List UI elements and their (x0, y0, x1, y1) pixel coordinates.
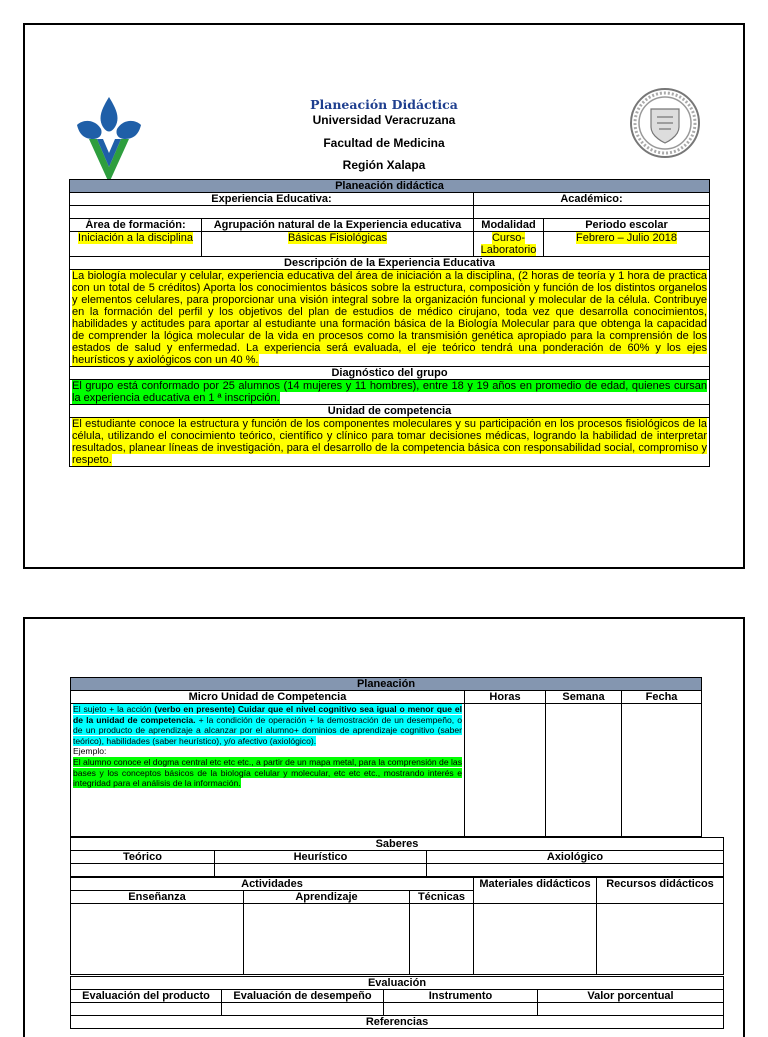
section-bar-planeacion: Planeación (71, 678, 702, 691)
descripcion-text: La biología molecular y celular, experiencia educativa del área de iniciación a la disciplina, (2 horas de teoría y 1 hora de practica con un total de 5 créditos) Aporta los conocimientos básicos sobre la estructura, composición y función de los distintos organelos y elementos celulares, para proporcionar una visión integral sobre la organización funcional y molecular de la célula. Contribuye en la formación del perfil y los objetivos del plan de estudios de médico cirujano, toda vez que desarrolla conocimientos, habilidades y actitudes para aportar al estudiante una formación básica de la Biología Molecular para que obtenga la capacidad de comprender la lógica molecular de la vida en procesos como la transmisión genética apropiado para la comprensión de los estados de salud y enfermedad. La experiencia será evaluada, el eje teórico tendrá una ponderación de 60% y los ejes heurísticos y axiológicos con un 40 %. (72, 270, 707, 366)
recursos-value (597, 904, 724, 975)
ejemplo-label: Ejemplo: (73, 746, 107, 757)
tecnicas-label: Técnicas (410, 891, 474, 904)
university-seal-icon (629, 87, 701, 159)
referencias-label: Referencias (71, 1016, 724, 1029)
evaluacion-label: Evaluación (71, 977, 724, 990)
materiales-label: Materiales didácticos (474, 878, 597, 904)
micro-text-1: El sujeto + la acción (73, 704, 155, 714)
agrupacion-natural-label: Agrupación natural de la Experiencia educativa (202, 219, 474, 232)
fecha-label: Fecha (622, 691, 702, 704)
experiencia-educativa-value (70, 206, 474, 219)
valor-porcentual-value (538, 1003, 724, 1016)
semana-value (546, 704, 622, 837)
periodo-escolar-label: Periodo escolar (544, 219, 710, 232)
saberes-label: Saberes (71, 838, 724, 851)
eval-desempeno-label: Evaluación de desempeño (222, 990, 384, 1003)
periodo-escolar-value: Febrero – Julio 2018 (576, 232, 677, 244)
evaluacion-table (70, 976, 724, 1029)
instrumento-label: Instrumento (384, 990, 538, 1003)
valor-porcentual-label: Valor porcentual (538, 990, 724, 1003)
micro-unidad-content (71, 704, 465, 837)
eval-producto-value (71, 1003, 222, 1016)
diagnostico-text: El grupo está conformado por 25 alumnos (14 mujeres y 11 hombres), entre 18 y 19 años en promedio de edad, quienes cursan la experiencia educativa en 1 ª inscripción. (72, 380, 707, 404)
descripcion-label: Descripción de la Experiencia Educativa (70, 257, 710, 270)
section-bar-planeacion-didactica: Planeación didáctica (70, 180, 710, 193)
ejemplo-text: El alumno conoce el dogma central etc etc etc., a partir de un mapa metal, para la comprensión de las bases y los conceptos básicos de la biología celular y molecular, etc etc etc., mostrando interés e integridad para el análisis de la información. (73, 756, 462, 789)
experiencia-educativa-label: Experiencia Educativa: (70, 193, 474, 206)
micro-text-bold: (verbo en presente) Cuidar que el nivel cognitivo sea igual o menor que el de la unidad de competencia. (73, 704, 463, 725)
saberes-table (70, 837, 724, 877)
aprendizaje-label: Aprendizaje (244, 891, 410, 904)
area-formacion-label: Área de formación: (70, 219, 202, 232)
academico-label: Académico: (474, 193, 710, 206)
faculty-name: Facultad de Medicina (323, 136, 445, 150)
planeacion-table (70, 677, 702, 837)
actividades-table (70, 877, 724, 975)
planeacion-didactica-table (69, 179, 710, 467)
diagnostico-label: Diagnóstico del grupo (70, 367, 710, 380)
area-formacion-value: Iniciación a la disciplina (78, 232, 193, 244)
horas-value (465, 704, 546, 837)
axiologico-label: Axiológico (427, 851, 724, 864)
horas-label: Horas (465, 691, 546, 704)
ensenanza-value (71, 904, 244, 975)
aprendizaje-value (244, 904, 410, 975)
actividades-label: Actividades (71, 878, 474, 891)
micro-unidad-label: Micro Unidad de Competencia (71, 691, 465, 704)
academico-value (474, 206, 710, 219)
modalidad-value: Curso-Laboratorio (480, 232, 537, 256)
document-title: Planeación Didáctica (310, 97, 458, 112)
teorico-value (71, 864, 215, 877)
fecha-value (622, 704, 702, 837)
heuristico-value (215, 864, 427, 877)
agrupacion-natural-value: Básicas Fisiológicas (287, 232, 388, 244)
teorico-label: Teórico (71, 851, 215, 864)
ensenanza-label: Enseñanza (71, 891, 244, 904)
tecnicas-value (410, 904, 474, 975)
axiologico-value (427, 864, 724, 877)
micro-text-2: + la condición de operación + la demostración de un desempeño, o de un producto de aprendizaje a alcanzar por el alumno+ dominios de aprendizaje cognitivo (saber teórico), habilidades (saber heurístico), y/o afectivo (axiológico). (73, 714, 462, 746)
university-name: Universidad Veracruzana (312, 113, 456, 127)
unidad-competencia-text: El estudiante conoce la estructura y función de los componentes moleculares y su participación en los procesos fisiológicos de la célula, utilizando el conocimiento teórico, científico y clínico para tomar decisiones médicas, logrando la habilidad de interpretar resultados, planear líneas de investigación, para el desarrollo de la competencia básica con responsabilidad social, compromiso y respeto. (72, 418, 707, 466)
instrumento-value (384, 1003, 538, 1016)
eval-producto-label: Evaluación del producto (71, 990, 222, 1003)
recursos-label: Recursos didácticos (597, 878, 724, 904)
eval-desempeno-value (222, 1003, 384, 1016)
document-page-1 (23, 23, 745, 569)
document-page-2 (23, 617, 745, 1037)
heuristico-label: Heurístico (215, 851, 427, 864)
modalidad-label: Modalidad (474, 219, 544, 232)
region-name: Región Xalapa (342, 158, 426, 172)
materiales-value (474, 904, 597, 975)
semana-label: Semana (546, 691, 622, 704)
unidad-competencia-label: Unidad de competencia (70, 405, 710, 418)
